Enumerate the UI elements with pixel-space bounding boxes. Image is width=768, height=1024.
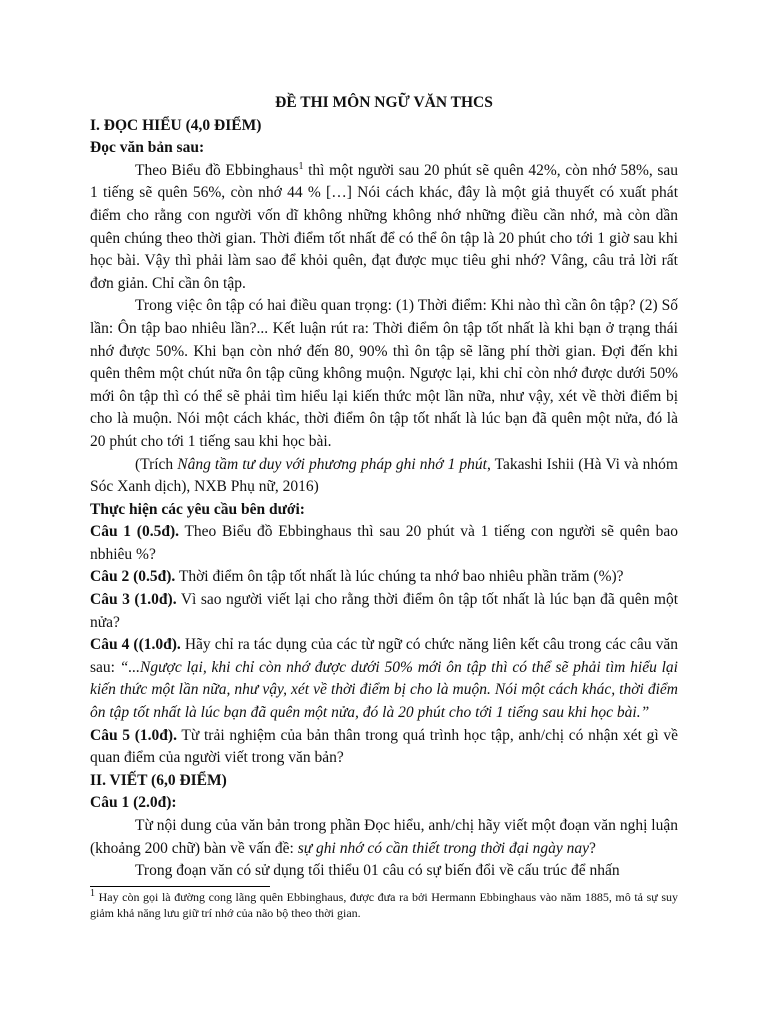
question-1-text: Theo Biểu đồ Ebbinghaus thì sau 20 phút và 1 tiếng con người sẽ quên bao nbhiêu %? [90,523,679,563]
section1-heading: I. ĐỌC HIỂU (4,0 ĐIỂM) [90,116,262,134]
passage-paragraph-2: Trong việc ôn tập có hai điều quan trọng: (1) Thời điểm: Khi nào thì cần ôn tập? (2) Số lần: Ôn tập bao nhiêu lần?... Kết luận rút ra: Thời điểm ôn tập tốt nhất là khi bạn ở trạng thái nhớ được 50%. Khi bạn còn nhớ đến 80, 90% thì ôn tập sẽ lãng phí thời gian. Đợi đến khi quên thêm một chút nữa ôn tập cũng không muộn. Ngược lại, khi chỉ còn nhớ được dưới 50% mới ôn tập thì có thể sẽ phải tìm hiểu lại kiến thức một lần nữa, như vậy, xét về thời điểm bị cho là muộn. Nói một cách khác, thời điểm ôn tập tốt nhất là lúc bạn đã quên một nửa, đó là 20 phút cho tới 1 tiếng sau khi học bài. [90,297,678,450]
footnote-divider [90,886,270,887]
citation-end: , Takashi Ishii (Hà Vi và nhóm Sóc Xanh dịch), NXB Phụ nữ, 2016) [90,455,678,496]
citation-book-title: Nâng tầm tư duy với phương pháp ghi nhớ 1 phút [177,455,487,473]
question-3-label: Câu 3 (1.0đ). [90,591,177,609]
question-4-label: Câu 4 ((1.0đ). [90,636,181,654]
footnote [90,889,678,921]
citation [90,454,678,499]
question-5-label: Câu 5 (1.0đ). [90,726,177,744]
task-heading: Thực hiện các yêu cầu bên dưới: [90,500,305,518]
passage-p1-start: Theo Biểu đồ Ebbinghaus [135,161,299,179]
question-2-text: Thời điểm ôn tập tốt nhất là lúc chúng ta nhớ bao nhiêu phần trăm (%)? [175,568,624,586]
question-1 [90,521,678,566]
writing-question-1-text [90,815,678,860]
footnote-number: 1 [90,887,95,899]
writing-q1-qmark: ? [589,839,596,857]
read-instruction: Đọc văn bản sau: [90,139,205,157]
question-4-text: Hãy chỉ ra tác dụng của các từ ngữ có chức năng liên kết câu trong các câu văn sau: [90,636,678,676]
footnote-reference: 1 [298,160,304,172]
question-4-quote: “...Ngược lại, khi chỉ còn nhớ được dưới 50% mới ôn tập thì có thể sẽ phải tìm hiểu lại kiến thức một lần nữa, như vậy, xét về thời điểm bị cho là muộn. Nói một cách khác, thời điểm ôn tập tốt nhất là lúc bạn đã quên một nửa, đó là 20 phút cho tới 1 tiếng sau khi học bài.” [90,658,678,722]
writing-q1-prompt: Từ nội dung của văn bản trong phần Đọc hiểu, anh/chị hãy viết một đoạn văn nghị luận (khoảng 200 chữ) bàn về vấn đề: [90,817,678,857]
passage-paragraph-1 [90,160,678,296]
writing-question-1-requirement: Trong đoạn văn có sử dụng tối thiểu 01 câu có sự biến đổi về cấu trúc để nhấn [135,862,620,880]
writing-question-1-label: Câu 1 (2.0đ): [90,794,177,812]
exam-title: ĐỀ THI MÔN NGỮ VĂN THCS [275,94,493,111]
writing-q1-topic: sự ghi nhớ có cần thiết trong thời đại ngày nay [297,839,590,857]
question-2 [90,566,678,589]
question-3-text: Vì sao người viết lại cho rằng thời điểm ôn tập tốt nhất là lúc bạn đã quên một nửa? [90,591,678,631]
citation-start: (Trích [135,455,178,473]
section2-heading: II. VIẾT (6,0 ĐIỂM) [90,771,227,789]
question-2-label: Câu 2 (0.5đ). [90,568,176,586]
question-3 [90,589,678,634]
passage-p1-rest: thì một người sau 20 phút sẽ quên 42%, còn nhớ 58%, sau 1 tiếng sẽ quên 56%, còn nhớ 44 % […] Nói cách khác, đây là một giả thuyết có xuất phát điểm cho rằng con người vốn dĩ không những không nhớ những điều cần nhớ, mà còn dần quên chúng theo thời gian. Thời điểm tốt nhất để có thể ôn tập là 20 phút cho tới 1 giờ sau khi học bài. Vậy thì phải làm sao để khỏi quên, đạt được mục tiêu ghi nhớ? Vâng, câu trả lời rất đơn giản. Chỉ cần ôn tập. [90,161,678,292]
question-5 [90,725,678,770]
question-5-text: Từ trải nghiệm của bản thân trong quá trình học tập, anh/chị có nhận xét gì về quan điểm của người viết trong văn bản? [90,726,678,767]
document-page [90,92,678,921]
footnote-text: Hay còn gọi là đường cong lãng quên Ebbinghaus, được đưa ra bởi Hermann Ebbinghaus vào năm 1885, mô tả sự suy giảm khả năng lưu giữ trí nhớ của não bộ theo thời gian. [90,889,678,920]
question-1-label: Câu 1 (0.5đ). [90,523,179,541]
question-4 [90,634,678,724]
